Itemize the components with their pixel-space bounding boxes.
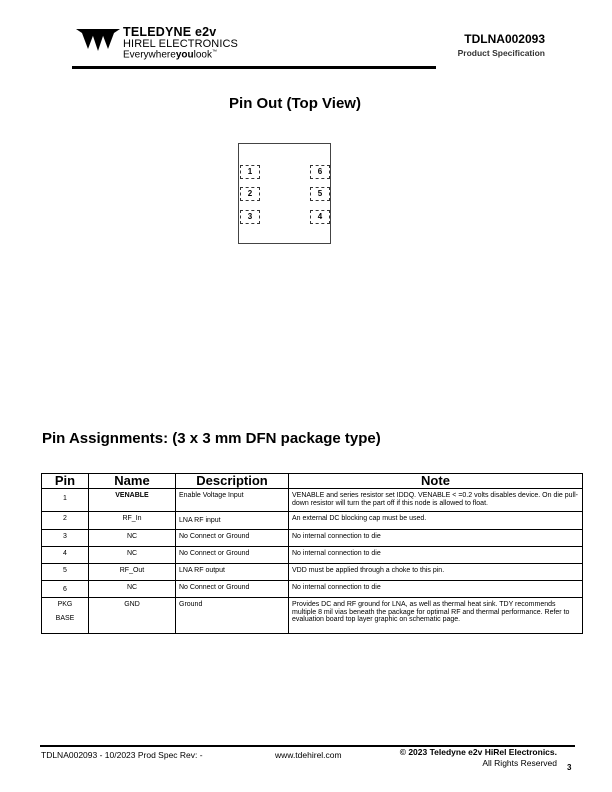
doc-type: Product Specification [457,48,545,58]
cell-description: Enable Voltage Input [176,489,289,512]
cell-name: GND [89,598,176,634]
cell-description: Ground [176,598,289,634]
col-header-pin: Pin [42,474,89,489]
col-header-name: Name [89,474,176,489]
footer-doc-info: TDLNA002093 - 10/2023 Prod Spec Rev: - [41,750,203,760]
cell-description: LNA RF input [176,512,289,530]
page-number: 3 [567,763,572,772]
cell-name: NC [89,530,176,547]
table-row [42,564,583,581]
logo-tagline: Everywhereyoulook™ [123,49,217,61]
logo-brand: TELEDYNE e2v [123,25,217,39]
pinout-title: Pin Out (Top View) [229,95,361,112]
cell-description: No Connect or Ground [176,581,289,598]
cell-name: VENABLE [89,489,176,512]
cell-note: No internal connection to die [289,581,583,598]
cell-name: RF_Out [89,564,176,581]
logo-division: HIREL ELECTRONICS [123,38,238,50]
table-row [42,530,583,547]
cell-pin: 1 [42,489,89,512]
table-row [42,489,583,512]
pad-3: 3 [240,210,260,224]
cell-note: An external DC blocking cap must be used. [289,512,583,530]
cell-note: No internal connection to die [289,547,583,564]
col-header-description: Description [176,474,289,489]
header-rule [72,66,436,69]
cell-pin: 3 [42,530,89,547]
pad-5: 5 [310,187,330,201]
pad-2: 2 [240,187,260,201]
teledyne-bird-icon [76,25,120,51]
cell-name: NC [89,581,176,598]
table-row [42,598,583,634]
table-header-row [42,474,583,489]
dfn-package-diagram [238,143,331,244]
cell-pin: 5 [42,564,89,581]
cell-description: No Connect or Ground [176,547,289,564]
footer-website-link[interactable]: www.tdehirel.com [275,750,342,760]
table-row [42,547,583,564]
cell-note: Provides DC and RF ground for LNA, as well as thermal heat sink. TDY recommends multiple 8 mil vias beneath the package for optimal RF and thermal performance. Refer to evaluation board top layer graphic on schematic page. [289,598,583,634]
footer-copyright: © 2023 Teledyne e2v HiRel Electronics. All Rights Reserved [399,747,557,768]
cell-note: VENABLE and series resistor set IDDQ. VENABLE < =0.2 volts disables device. On die pull-down resistor will turn the part off if this node is allowed to float. [289,489,583,512]
pin-assignments-table [41,473,583,634]
cell-pin: 6 [42,581,89,598]
company-logo [76,25,246,65]
col-header-note: Note [289,474,583,489]
cell-pin: 4 [42,547,89,564]
cell-pin: 2 [42,512,89,530]
table-row [42,581,583,598]
doc-number: TDLNA002093 [464,32,545,46]
cell-name: RF_In [89,512,176,530]
cell-name: NC [89,547,176,564]
pad-1: 1 [240,165,260,179]
pad-6: 6 [310,165,330,179]
cell-pin: PKG BASE [42,598,89,634]
cell-description: LNA RF output [176,564,289,581]
pin-assignments-title: Pin Assignments: (3 x 3 mm DFN package type) [42,430,381,447]
cell-description: No Connect or Ground [176,530,289,547]
cell-note: VDD must be applied through a choke to this pin. [289,564,583,581]
cell-note: No internal connection to die [289,530,583,547]
table-row [42,512,583,530]
pad-4: 4 [310,210,330,224]
